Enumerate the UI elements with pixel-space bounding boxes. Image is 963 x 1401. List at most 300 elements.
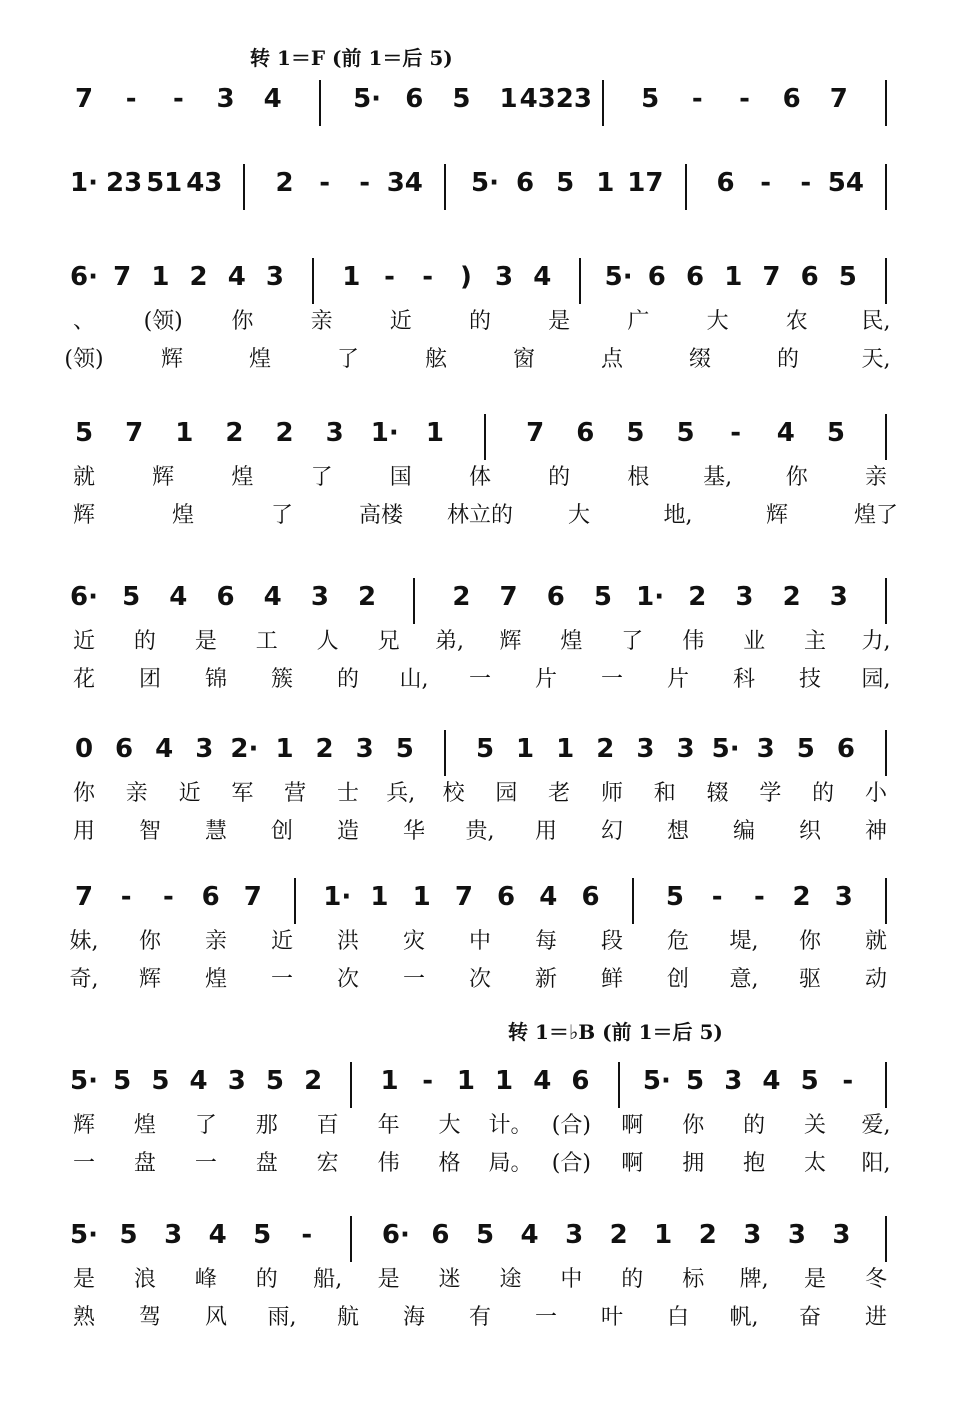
note: 5 (395, 734, 414, 764)
lyric-verse-2: 锦 (204, 667, 228, 692)
note: 3 (743, 1220, 762, 1250)
note: 5· (471, 168, 499, 198)
note: 1 (425, 418, 444, 448)
barline (312, 258, 314, 304)
note: - (359, 168, 371, 198)
lyric-verse-1: 师 (600, 781, 624, 806)
note: 54 (827, 168, 864, 198)
note: 7 (526, 418, 545, 448)
lyric-verse-1: 工 (255, 629, 278, 654)
note: 3 (832, 1220, 851, 1250)
lyric-verse-2: 格 (438, 1151, 461, 1176)
note: - (730, 418, 742, 448)
note: 5 (113, 1066, 132, 1096)
lyric-verse-2: 辉 (160, 347, 184, 372)
note: 5 (475, 1220, 495, 1250)
lyric-verse-2: 帆, (729, 1305, 759, 1330)
lyric-verse-2: 盘 (133, 1151, 156, 1176)
lyric-verse-2: 想 (666, 819, 690, 844)
lyric-verse-2: 鲜 (600, 967, 624, 992)
lyric-verse-2: 次 (336, 967, 360, 992)
note: 5 (119, 1220, 138, 1250)
lyric-verse-1: 亲 (310, 309, 333, 334)
lyric-verse-1: 你 (682, 1113, 705, 1138)
lyric-verse-1: 的 (548, 465, 571, 490)
lyric-verse-1: 中 (468, 929, 492, 954)
lyric-verse-2: 辉 (72, 503, 96, 528)
note: 5· (70, 1066, 98, 1096)
lyric-verse-1: 洪 (336, 929, 360, 954)
note: 4 (520, 1220, 539, 1250)
lyric-verse-2: 创 (270, 819, 294, 844)
note: 5 (475, 734, 495, 764)
note: 6 (686, 262, 705, 292)
lyric-verse-2: 智 (138, 819, 162, 844)
lyric-verse-1: 近 (72, 629, 96, 654)
lyric-verse-1: 学 (759, 781, 782, 806)
lyric-verse-1: (合) (551, 1113, 591, 1138)
lyric-verse-1: 主 (804, 629, 827, 654)
note: 4 (189, 1066, 208, 1096)
barline (618, 1062, 620, 1108)
lyric-verse-2: 一 (534, 1305, 558, 1330)
barline (885, 730, 887, 776)
lyric-verse-2: 林立的 (446, 503, 514, 528)
lyric-verse-1: 亲 (125, 781, 148, 806)
lyric-verse-1: 的 (468, 309, 492, 334)
lyric-verse-2: 叶 (600, 1305, 624, 1330)
lyric-verse-2: 进 (864, 1305, 888, 1330)
lyric-verse-1: 危 (666, 929, 690, 954)
note: 3 (164, 1220, 183, 1250)
note: 6 (782, 84, 801, 114)
lyric-verse-2: 花 (72, 667, 96, 692)
lyric-verse-2: (领) (64, 347, 104, 372)
note: - (120, 882, 132, 912)
note: 6 (546, 582, 565, 612)
lyric-verse-1: (领) (143, 309, 183, 334)
lyric-verse-1: 啊 (621, 1113, 644, 1138)
note: 6 (431, 1220, 450, 1250)
lyric-verse-1: 是 (377, 1267, 400, 1292)
note: 3 (310, 582, 329, 612)
note: 2 (358, 582, 377, 612)
note: - (691, 84, 703, 114)
lyric-verse-1: 士 (336, 781, 360, 806)
note: 2 (596, 734, 615, 764)
lyric-verse-1: 兵, (386, 781, 416, 806)
lyric-verse-1: 迷 (438, 1267, 461, 1292)
lyric-verse-1: 你 (798, 929, 822, 954)
note: 1 (380, 1066, 399, 1096)
lyric-verse-1: 民, (861, 309, 891, 334)
note: 1 (499, 84, 518, 114)
lyric-verse-2: 煌 (248, 347, 272, 372)
lyric-verse-2: 阳, (861, 1151, 891, 1176)
lyric-verse-1: 兄 (377, 629, 400, 654)
lyric-verse-1: 那 (255, 1113, 278, 1138)
note: - (760, 168, 772, 198)
note: - (739, 84, 750, 114)
note: 4 (776, 418, 795, 448)
note: - (800, 168, 812, 198)
note: 3 (756, 734, 775, 764)
note: 6 (216, 582, 235, 612)
barline (350, 1062, 352, 1108)
barline (243, 164, 245, 210)
note: 4 (533, 262, 552, 292)
barline (885, 80, 887, 126)
lyric-verse-1: 煌 (133, 1113, 156, 1138)
note: 3 (636, 734, 655, 764)
lyric-verse-1: 营 (284, 781, 307, 806)
note: 3 (195, 734, 214, 764)
lyric-verse-1: 的 (621, 1267, 644, 1292)
lyric-verse-2: 拥 (682, 1151, 705, 1176)
barline (413, 578, 415, 624)
note: 6 (516, 168, 535, 198)
lyric-verse-1: 的 (255, 1267, 278, 1292)
note: 7 (762, 262, 781, 292)
note: 4 (762, 1066, 781, 1096)
lyric-verse-1: 每 (534, 929, 558, 954)
key-change-2: 转 1＝♭B (前 1＝后 5) (508, 1020, 723, 1044)
barline (885, 414, 887, 460)
note: 2 (609, 1220, 628, 1250)
lyric-verse-1: 浪 (133, 1267, 156, 1292)
note: 3 (787, 1220, 806, 1250)
barline (579, 258, 581, 304)
note: 6 (405, 84, 424, 114)
note: 6· (381, 1220, 410, 1250)
note: 7 (113, 262, 132, 292)
lyric-verse-1: 辉 (72, 1113, 96, 1138)
lyric-verse-2: 簇 (270, 667, 294, 692)
note: 4 (539, 882, 558, 912)
lyric-verse-1: 亲 (204, 929, 228, 954)
lyric-verse-2: 一 (402, 967, 426, 992)
barline (885, 258, 887, 304)
lyric-verse-1: 计。 (488, 1113, 533, 1138)
note: 5 (452, 84, 471, 114)
lyric-verse-1: 了 (310, 465, 333, 490)
note: 1· (636, 582, 665, 612)
lyric-verse-1: 、 (72, 309, 96, 334)
note: - (422, 1066, 434, 1096)
note: 1 (556, 734, 575, 764)
lyric-verse-2: 奇, (69, 967, 99, 992)
note: 5· (70, 1220, 98, 1250)
note: 6 (115, 734, 134, 764)
lyric-verse-1: 堤, (729, 929, 759, 954)
lyric-verse-1: 峰 (194, 1267, 217, 1292)
lyric-verse-2: 煌了 (853, 503, 899, 528)
note: 5 (641, 84, 660, 114)
note: 7 (829, 84, 848, 114)
note: 4 (208, 1220, 227, 1250)
lyric-verse-1: 关 (804, 1113, 827, 1138)
note: 3 (735, 582, 754, 612)
lyric-verse-2: 慧 (204, 819, 228, 844)
lyric-verse-2: 了 (336, 347, 360, 372)
note: 43 (186, 168, 223, 198)
note: 2 (225, 418, 244, 448)
lyric-verse-1: 的 (743, 1113, 766, 1138)
note: 0 (74, 734, 94, 764)
lyric-verse-2: 辉 (138, 967, 162, 992)
lyric-verse-1: 伟 (682, 629, 705, 654)
lyric-verse-2: 驾 (138, 1305, 162, 1330)
lyric-verse-1: 你 (72, 781, 96, 806)
lyric-verse-1: 弟, (435, 629, 465, 654)
note: 4 (155, 734, 174, 764)
lyric-verse-1: 辍 (706, 781, 729, 806)
lyric-verse-1: 煌 (231, 465, 254, 490)
note: 1 (151, 262, 170, 292)
lyric-verse-1: 近 (270, 929, 294, 954)
note: 3 (495, 262, 514, 292)
barline (484, 414, 486, 460)
note: 6 (581, 882, 600, 912)
lyric-verse-2: 片 (666, 667, 690, 692)
note: 7 (499, 582, 518, 612)
lyric-verse-1: 是 (72, 1267, 96, 1292)
note: 5 (796, 734, 815, 764)
note: 2 (688, 582, 707, 612)
barline (319, 80, 321, 126)
lyric-verse-2: 有 (468, 1305, 492, 1330)
lyric-verse-1: 业 (743, 629, 766, 654)
lyric-verse-2: 驱 (798, 967, 822, 992)
note: 1· (70, 168, 98, 198)
note: 5· (604, 262, 633, 292)
note: 2 (275, 168, 294, 198)
barline (444, 730, 446, 776)
lyric-verse-1: 和 (653, 781, 676, 806)
note: 2 (792, 882, 811, 912)
note: - (125, 84, 137, 114)
lyric-verse-2: 的 (776, 347, 800, 372)
note: 4 (263, 582, 282, 612)
lyric-verse-1: 的 (133, 629, 156, 654)
note: 1 (370, 882, 389, 912)
lyric-verse-1: 农 (785, 309, 808, 334)
lyric-verse-2: 意, (729, 967, 759, 992)
note: 2 (782, 582, 801, 612)
lyric-verse-2: 宏 (316, 1151, 339, 1176)
note: 5 (556, 168, 575, 198)
lyric-verse-2: 的 (336, 667, 360, 692)
note: 4 (263, 84, 282, 114)
note: 1 (516, 734, 535, 764)
note: 2 (189, 262, 208, 292)
note: 5· (353, 84, 382, 114)
lyric-verse-1: 灾 (402, 929, 426, 954)
lyric-verse-1: 是 (804, 1267, 827, 1292)
lyric-verse-1: 你 (138, 929, 162, 954)
lyric-verse-2: 动 (864, 967, 888, 992)
lyric-verse-1: 近 (178, 781, 201, 806)
note: 6 (497, 882, 516, 912)
note: 2 (452, 582, 471, 612)
note: 17 (627, 168, 664, 198)
lyric-verse-2: 奋 (798, 1305, 822, 1330)
note: 5 (826, 418, 845, 448)
note: 2 (315, 734, 334, 764)
note: 7 (243, 882, 262, 912)
note: 51 (146, 168, 183, 198)
lyric-verse-2: 天, (861, 347, 891, 372)
lyric-verse-2: 局。 (488, 1151, 533, 1176)
lyric-verse-2: 一 (72, 1151, 96, 1176)
barline (632, 878, 634, 924)
note: - (301, 1220, 313, 1250)
note: 7 (454, 882, 473, 912)
lyric-verse-1: 你 (231, 309, 254, 334)
lyric-verse-1: 妹, (69, 929, 99, 954)
barline (885, 1216, 887, 1262)
note: 5· (711, 734, 740, 764)
lyric-verse-2: 煌 (171, 503, 195, 528)
lyric-verse-2: 地, (663, 503, 693, 528)
note: 3 (829, 582, 848, 612)
note: 6 (647, 262, 666, 292)
lyric-verse-1: 煌 (560, 629, 583, 654)
note: 2 (698, 1220, 717, 1250)
lyric-verse-1: 军 (231, 781, 254, 806)
lyric-verse-2: 编 (732, 819, 756, 844)
lyric-verse-2: 盘 (255, 1151, 278, 1176)
lyric-verse-2: 山, (399, 667, 429, 692)
lyric-verse-1: 了 (621, 629, 644, 654)
lyric-verse-1: 标 (682, 1267, 705, 1292)
lyric-verse-1: 亲 (864, 465, 888, 490)
note: 5 (686, 1066, 705, 1096)
lyric-verse-1: 段 (600, 929, 624, 954)
lyric-verse-2: 科 (732, 667, 756, 692)
lyric-verse-1: 大 (438, 1113, 461, 1138)
note: 6 (571, 1066, 590, 1096)
note: - (384, 262, 395, 292)
note: 3 (565, 1220, 584, 1250)
barline (885, 878, 887, 924)
note: 6· (70, 582, 98, 612)
lyric-verse-2: 抱 (743, 1151, 766, 1176)
lyric-verse-1: 小 (864, 781, 888, 806)
note: 7 (74, 882, 94, 912)
note: - (711, 882, 723, 912)
lyric-verse-1: 冬 (864, 1267, 888, 1292)
lyric-verse-2: 用 (534, 819, 558, 844)
lyric-verse-2: 造 (336, 819, 360, 844)
note: 2 (304, 1066, 323, 1096)
lyric-verse-1: 是 (194, 629, 217, 654)
lyric-verse-2: 伟 (377, 1151, 400, 1176)
lyric-verse-1: 是 (548, 309, 571, 334)
note: 5 (676, 418, 695, 448)
note: 6 (576, 418, 595, 448)
note: 4323 (519, 84, 592, 114)
lyric-verse-1: 人 (316, 629, 339, 654)
note: 3 (355, 734, 374, 764)
note: 5 (838, 262, 857, 292)
lyric-verse-1: 了 (194, 1113, 217, 1138)
note: 6 (836, 734, 855, 764)
note: 5 (151, 1066, 170, 1096)
lyric-verse-1: 根 (627, 465, 650, 490)
note: 1 (175, 418, 194, 448)
lyric-verse-2: 贵, (465, 819, 495, 844)
lyric-verse-2: 一 (468, 667, 492, 692)
barline (885, 164, 887, 210)
lyric-verse-2: 啊 (621, 1151, 644, 1176)
lyric-verse-2: 缀 (688, 347, 712, 372)
lyric-verse-2: 织 (798, 819, 822, 844)
note: 5· (642, 1066, 671, 1096)
key-change-1: 转 1＝F (前 1＝后 5) (250, 46, 453, 70)
note: - (422, 262, 434, 292)
lyric-verse-1: 辉 (152, 465, 175, 490)
note: 3 (724, 1066, 743, 1096)
note: 4 (169, 582, 188, 612)
note: 1 (275, 734, 294, 764)
lyric-verse-1: 广 (627, 309, 650, 334)
lyric-verse-1: 途 (499, 1267, 522, 1292)
lyric-verse-2: 航 (336, 1305, 360, 1330)
note: 5 (265, 1066, 284, 1096)
lyric-verse-2: 片 (534, 667, 558, 692)
note: - (319, 168, 330, 198)
lyric-verse-2: 华 (402, 819, 426, 844)
lyric-verse-2: 海 (402, 1305, 426, 1330)
note: 5 (626, 418, 645, 448)
barline (885, 1062, 887, 1108)
note: - (753, 882, 765, 912)
lyric-verse-2: 煌 (204, 967, 228, 992)
lyric-verse-2: 了 (270, 503, 294, 528)
lyric-verse-2: 新 (534, 967, 558, 992)
lyric-verse-1: 基, (703, 465, 733, 490)
lyric-verse-1: 国 (389, 465, 412, 490)
lyric-verse-2: 次 (468, 967, 492, 992)
note: ) (459, 262, 472, 292)
lyric-verse-2: 高楼 (358, 503, 404, 528)
lyric-verse-1: 的 (812, 781, 835, 806)
note: 5 (74, 418, 94, 448)
barline (685, 164, 687, 210)
note: 1· (370, 418, 399, 448)
lyric-verse-1: 牌, (739, 1267, 769, 1292)
lyric-verse-2: 点 (600, 347, 624, 372)
lyric-verse-2: 团 (138, 667, 162, 692)
lyric-verse-2: 大 (567, 503, 591, 528)
lyric-verse-2: 熟 (72, 1305, 96, 1330)
note: 3 (227, 1066, 246, 1096)
note: 7 (125, 418, 144, 448)
note: 1 (596, 168, 615, 198)
lyric-verse-1: 近 (389, 309, 412, 334)
lyric-verse-2: (合) (551, 1151, 591, 1176)
lyric-verse-2: 一 (600, 667, 624, 692)
lyric-verse-1: 辉 (499, 629, 522, 654)
note: 6 (800, 262, 819, 292)
note: - (163, 882, 174, 912)
barline (885, 578, 887, 624)
lyric-verse-1: 力, (861, 629, 891, 654)
lyric-verse-1: 大 (706, 309, 729, 334)
lyric-verse-1: 校 (442, 781, 465, 806)
note: 5 (800, 1066, 819, 1096)
